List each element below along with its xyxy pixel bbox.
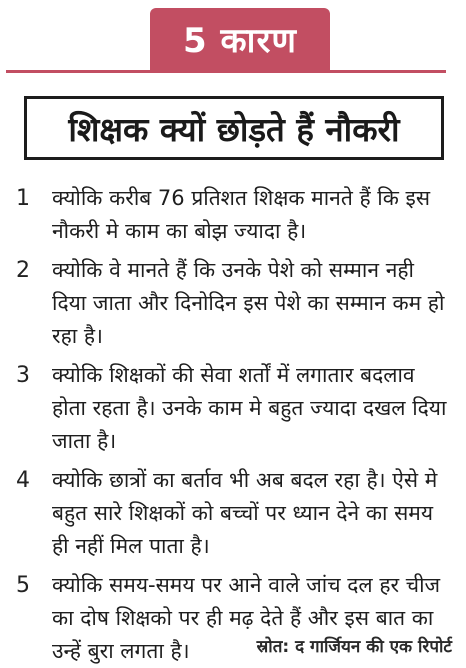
reason-number: 1: [16, 186, 30, 211]
reason-item-4: [14, 464, 454, 563]
header-rule: [6, 70, 446, 73]
reasons-list: [14, 182, 454, 668]
tab-label: 5 कारण: [183, 21, 297, 61]
reason-text: क्योकि करीब 76 प्रतिशत शिक्षक मानते हैं कि इस नौकरी मे काम का बोझ ज्यादा है।: [52, 186, 431, 243]
reason-text: क्योकि शिक्षकों की सेवा शर्तों में लगातार बदलाव होता रहता है। उनके काम मे बहुत ज्यादा दखल दिया जाता है।: [52, 363, 447, 453]
reason-item-3: [14, 359, 454, 458]
reason-text: क्योकि वे मानते हैं कि उनके पेशे को सम्मान नही दिया जाता और दिनोदिन इस पेशे का सम्मान कम हो रहा है।: [52, 258, 445, 348]
reason-text: क्योकि छात्रों का बर्ताव भी अब बदल रहा है। ऐसे मे बहुत सारे शिक्षकों को बच्चों पर ध्यान देने का समय ही नहीं मिल पाता है।: [52, 468, 438, 558]
reason-number: 5: [16, 573, 30, 598]
source-credit: स्रोत: द गार्जियन की एक रिपोर्ट: [256, 637, 452, 657]
reason-text: क्योकि समय-समय पर आने वाले जांच दल हर चीज का दोष शिक्षको पर ही मढ़ देते हैं और इस बात का उन्हें बुरा लगता है।: [52, 573, 441, 663]
reason-item-1: [14, 182, 454, 248]
reason-item-2: [14, 254, 454, 353]
headline: शिक्षक क्यों छोड़ते हैं नौकरी: [68, 109, 400, 149]
reason-number: 4: [16, 468, 30, 493]
reason-number: 3: [16, 363, 30, 388]
reason-number: 2: [16, 258, 30, 283]
